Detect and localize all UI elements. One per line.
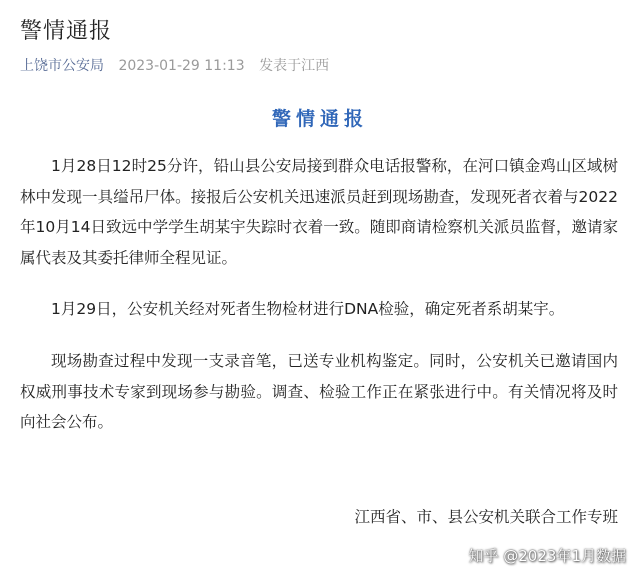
article-meta [20, 55, 329, 75]
notice-heading: 警情通报 [271, 108, 368, 130]
notice-paragraph-1: 1月28日12时25分许，铅山县公安局接到群众电话报警称，在河口镇金鸡山区域树林中发现一具缢吊尸体。接报后公安机关迅速派员赶到现场勘查，发现死者衣着与2022年10月14日致远中学学生胡某宇失踪时衣着一致。随即商请检察机关派员监督，邀请家属代表及其委托律师全程见证。 [20, 157, 618, 267]
notice-paragraph-3: 现场勘查过程中发现一支录音笔，已送专业机构鉴定。同时，公安机关已邀请国内权威刑事技术专家到现场参与勘验。调查、检验工作正在紧张进行中。有关情况将及时向社会公布。 [20, 352, 618, 431]
notice-paragraph-2: 1月29日，公安机关经对死者生物检材进行DNA检验，确定死者系胡某宇。 [51, 300, 565, 318]
watermark: 知乎 @2023年1月数据 [468, 547, 626, 565]
author-link[interactable]: 上饶市公安局 [20, 58, 104, 74]
publish-time: 2023-01-29 11:13 [118, 58, 245, 74]
publish-location: 发表于江西 [259, 58, 330, 74]
article-title: 警情通报 [20, 19, 113, 44]
notice-signature: 江西省、市、县公安机关联合工作专班 [354, 508, 618, 526]
